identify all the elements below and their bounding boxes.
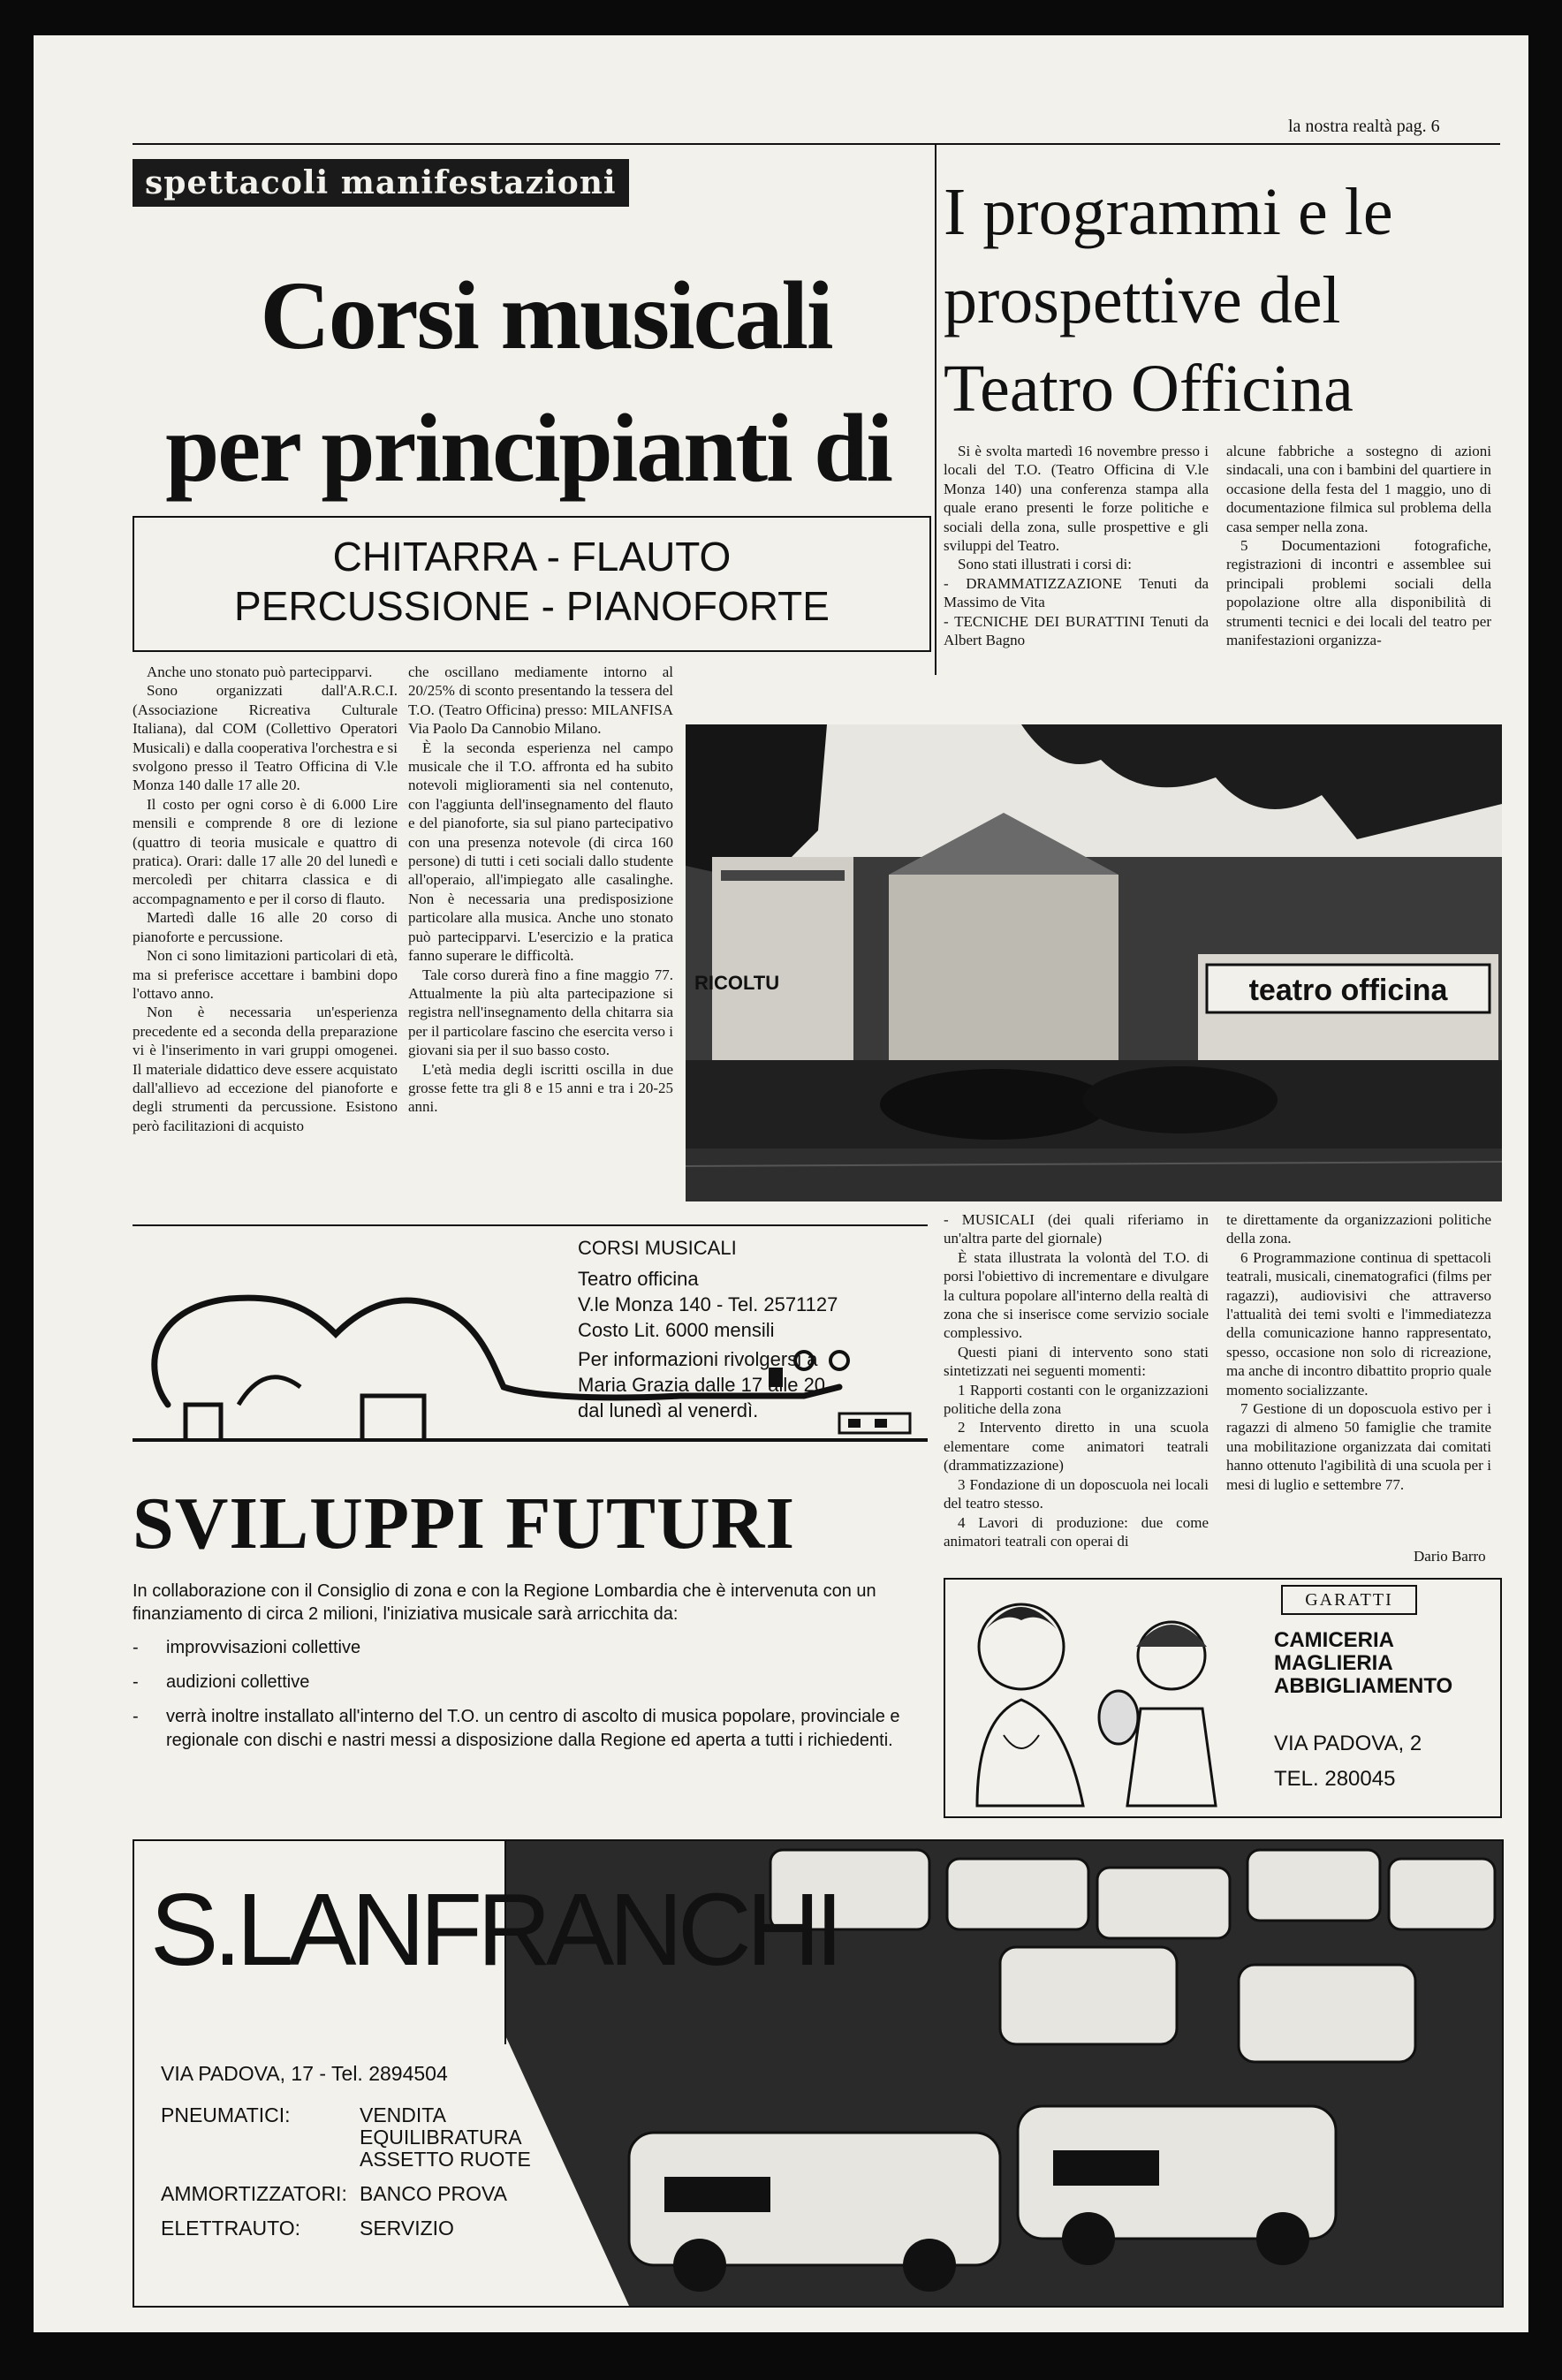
list-item: - audizioni collettive [133,1672,310,1692]
course-box-line: Per informazioni rivolgersi a [578,1348,818,1370]
headline-left-line2: per principianti di [165,394,891,502]
paragraph: 5 Documentazioni fotografiche, registrazioni di incontri e assemblee sui principali problemi sociali della popolazione oltre alla disponibilità di strumenti tecnici e dei locali del teatro per manifestazioni organizza- [1226,537,1491,649]
running-head: la nostra realtà pag. 6 [1288,117,1440,136]
paragraph: Questi piani di intervento sono stati sintetizzati nei seguenti momenti: [944,1343,1209,1380]
ad-row-value: VENDITA EQUILIBRATURA ASSETTO RUOTE [360,2103,531,2171]
sviluppi-headline: SVILUPPI FUTURI [133,1482,796,1565]
paragraph: Tale corso durerà fino a fine maggio 77. Attualmente la più alta partecipazione si registra nell'insegnamento della chitarra sia per il particolare fascino che esercita verso i giovani sia per il suo basso costo. [408,966,673,1059]
ad-row [161,2104,531,2171]
paragraph: Non è necessaria un'esperienza precedente ed a seconda della preparazione vi è l'inserimento in vari gruppi omogenei. Il materiale didattico deve essere acquistato dall'allievo ad eccezione del pianoforte e degli strumenti da percussione. Esistono però facilitazioni di acquisto [133,1004,398,1134]
column-rule [935,145,936,675]
ad-row-label: PNEUMATICI: [161,2103,291,2126]
paragraph: - DRAMMATIZZAZIONE Tenuti da Massimo de Vita [944,574,1209,611]
headline-right-line1: I programmi e le [944,175,1393,249]
paragraph: te direttamente da organizzazioni politiche della zona. [1226,1211,1491,1247]
signature: Dario Barro [1414,1548,1486,1565]
ad-garatti-line: CAMICERIA [1274,1628,1394,1652]
ad-lanfranchi-address: VIA PADOVA, 17 - Tel. 2894504 [161,2062,448,2085]
course-box-line: dal lunedì al venerdì. [578,1399,759,1421]
paragraph: È la seconda esperienza nel campo musicale che il T.O. affronta ed ha subito notevoli miglioramenti sia nel contenuto, con l'aggiunta dell'insegnamento del flauto e del pianoforte, sia sul piano partecipativo con una presenza notevole (di circa 160 persone) di tutti i ceti sociali dallo studente all'operaio, all'impiegato alle casalinghe. Non è necessaria una predisposizione particolare alla musica. Anche uno stonato può partecipparvi. L'esercizio e la pratica fanno superare le difficoltà. [408,739,673,965]
instruments-line1: CHITARRA - FLAUTO [332,534,732,580]
left-col2 [408,663,673,1117]
ad-row-value: BANCO PROVA [360,2182,507,2205]
headline-right-line3: Teatro Officina [944,352,1353,426]
box-rule [133,1224,928,1226]
paragraph: 1 Rapporti costanti con le organizzazioni politiche della zona [944,1381,1209,1418]
shop-sign: teatro officina [1248,974,1448,1007]
ad-row-label: AMMORTIZZATORI: [161,2182,347,2205]
paragraph: - MUSICALI (dei quali riferiamo in un'altra parte del giornale) [944,1211,1209,1247]
ad-garatti-line: MAGLIERIA [1274,1651,1393,1675]
paragraph: alcune fabbriche a sostegno di azioni sindacali, una con i bambini del quartiere in occasione della festa del 1 maggio, uno di documentazione filmica sul problema della casa semper nella zona. [1226,443,1491,535]
course-box-line: Teatro officina [578,1268,699,1290]
ad-row-value: SERVIZIO [360,2217,454,2240]
ad-row [161,2217,531,2240]
right-col3-top [944,442,1209,649]
section-band: spettacoli manifestazioni [133,159,629,207]
sviluppi-list [133,1636,954,1753]
right-col3-bottom [944,1210,1209,1550]
paragraph: Sono organizzati dall'A.R.C.I. (Associazione Ricreativa Culturale Italiana), dal COM (Collettivo Operatori Musicali) e dalla cooperativa l'orchestra e si svolgono presso il Teatro Officina di V.le Monza 140 dalle 17 alle 20. [133,682,398,794]
instruments-line2: PERCUSSIONE - PIANOFORTE [234,583,830,629]
paragraph: Il costo per ogni corso è di 6.000 Lire mensili e comprende 8 ore di lezione (quattro di teoria musicale e quattro di pratica). Orari: dalle 17 alle 20 del lunedì e mercoledì per chitarra classica e di accompagnamento e per il corso di flauto. [133,795,398,907]
course-box-line: Maria Grazia dalle 17 alle 20 [578,1374,826,1396]
paragraph: Si è svolta martedì 16 novembre presso i locali del T.O. (Teatro Officina di V.le Monza 140) una conferenza stampa alla quale erano presenti le forze politiche e sociali della zona, sulle prospettive e gli sviluppi del Teatro. [944,443,1209,555]
ad-garatti-name: GARATTI [1281,1585,1417,1615]
paragraph: È stata illustrata la volontà del T.O. di porsi l'obiettivo di incrementare e divulgare la cultura popolare all'interno della realtà di zona che si inserisce come servizio sociale complessivo. [944,1248,1209,1342]
paragraph: 7 Gestione di un doposcuola estivo per i ragazzi di almeno 50 famiglie che tramite una mobilitazione organizzata dai comitati hanno ottenuto l'agibilità di una scuola per i mesi di luglio e settembre 77. [1226,1400,1491,1493]
ad-garatti-illustration [951,1585,1251,1811]
headline-right-line2: prospettive del [944,263,1341,337]
course-box-line: V.le Monza 140 - Tel. 2571127 [578,1293,838,1315]
paragraph: Non ci sono limitazioni particolari di età, ma si preferisce accettare i bambini dopo l'ottavo anno. [133,947,398,1002]
paragraph: L'età media degli iscritti oscilla in due grosse fette tra gli 8 e 15 anni e tra i 20-25 anni. [408,1060,673,1116]
headline-left-line1: Corsi musicali [260,261,832,369]
ad-garatti [944,1578,1502,1818]
photo-illustration [686,724,1502,1201]
wall-text: RICOLTU [694,972,780,994]
paragraph: 2 Intervento diretto in una scuola elementare come animatori teatrali (drammatizzazione) [944,1419,1209,1474]
right-col4-bottom [1226,1210,1491,1494]
ad-lanfranchi [133,1839,1504,2308]
left-col1 [133,663,398,1135]
ad-row-label: ELETTRAUTO: [161,2217,301,2240]
paragraph: 6 Programmazione continua di spettacoli teatrali, musicali, cinematografici (films per ragazzi), audiovisivi che attraverso l'attualità dei temi svolti e l'immediatezza della comunicazione hanno rappresentato, spesso, occasione non solo di ricreazione, ma anche di incontro dibattito proprio quale momento socializzante. [1226,1248,1491,1398]
course-box [578,1235,949,1423]
paragraph: - TECNICHE DEI BURATTINI Tenuti da Albert Bagno [944,612,1209,649]
ad-row [161,2183,531,2205]
course-box-line: Costo Lit. 6000 mensili [578,1319,775,1341]
ad-lanfranchi-rows [161,2104,531,2240]
newspaper-page [34,35,1528,2332]
course-box-title: CORSI MUSICALI [578,1237,737,1259]
headline-right [944,168,1509,433]
list-item: - improvvisazioni collettive [133,1638,361,1657]
paragraph: Anche uno stonato può partecipparvi. [147,663,373,680]
paragraph: 3 Fondazione di un doposcuola nei locali del teatro stesso. [944,1475,1209,1512]
top-rule [133,143,1500,145]
ad-garatti-lines [1274,1629,1452,1698]
sviluppi-intro: In collaborazione con il Consiglio di zona e con la Regione Lombardia che è intervenuta con un finanziamento di circa 2 milioni, l'iniziativa musicale sarà arricchita da: [133,1581,876,1624]
paragraph: che oscillano mediamente intorno al 20/25% di sconto presentando la tessera del T.O. (Teatro Officina) presso: MILANFISA Via Paolo Da Cannobio Milano. [408,663,673,738]
paragraph: Sono stati illustrati i corsi di: [958,556,1132,573]
ad-lanfranchi-name: S.LANFRANCHI [150,1872,838,1987]
instruments-box [133,516,931,652]
ad-garatti-line: ABBIGLIAMENTO [1274,1674,1453,1698]
ad-garatti-address: VIA PADOVA, 2 [1274,1732,1422,1755]
list-item: - verrà inoltre installato all'interno del T.O. un centro di ascolto di musica popolare, provinciale e regionale con dischi e nastri messi a disposizione dalla Regione ed aperta a tutti i richiedenti. [133,1707,900,1750]
ad-garatti-tel: TEL. 280045 [1274,1767,1396,1791]
right-col4-top [1226,442,1491,649]
paragraph: 4 Lavori di produzione: due come animatori teatrali con operai di [944,1513,1209,1550]
paragraph: Martedì dalle 16 alle 20 corso di pianoforte e percussione. [133,909,398,945]
teatro-photo [686,724,1502,1201]
